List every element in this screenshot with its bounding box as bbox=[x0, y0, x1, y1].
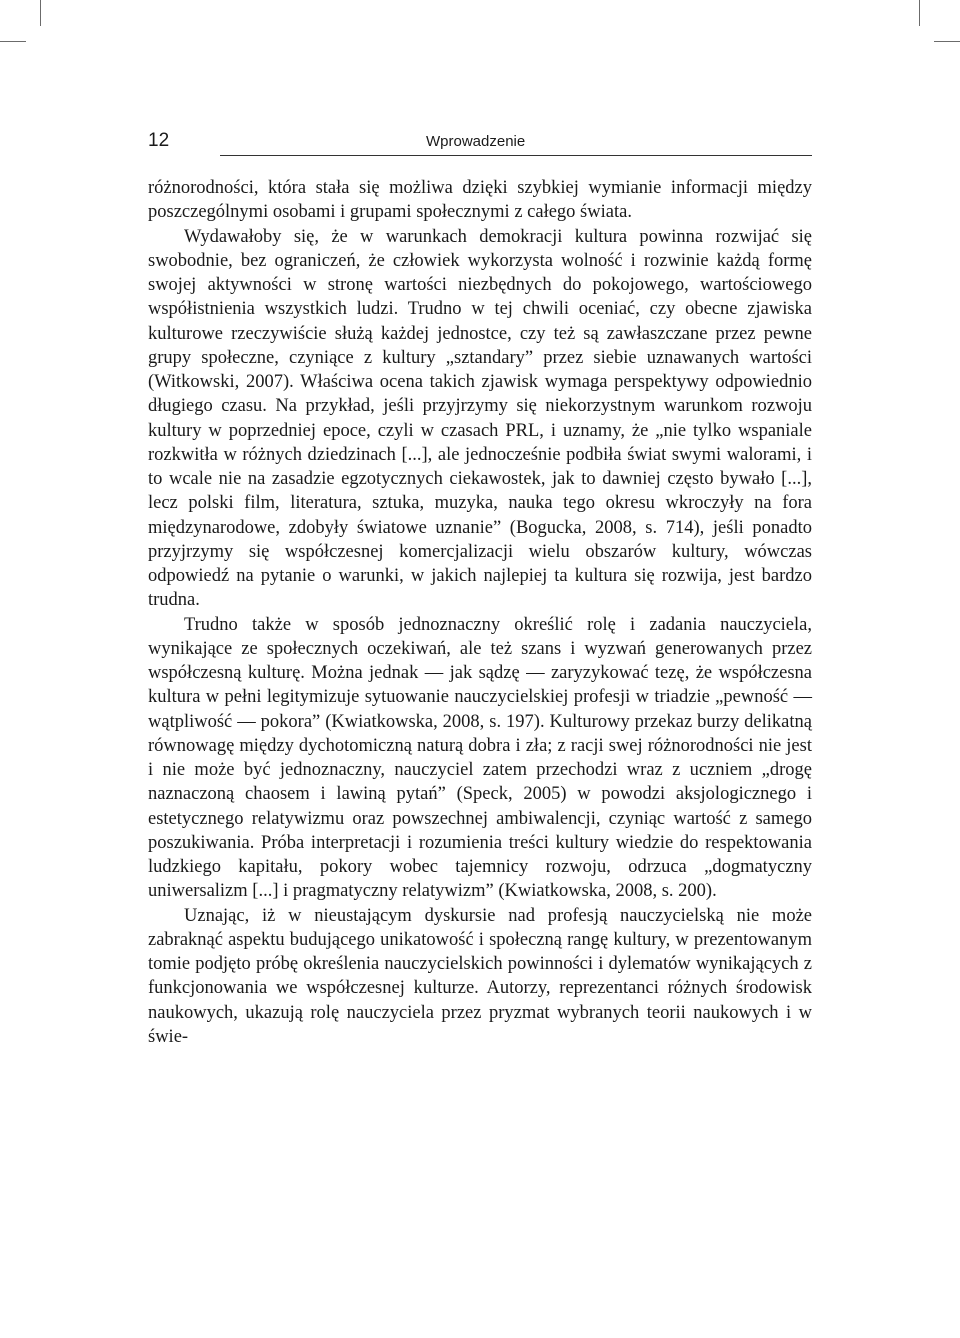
crop-mark-top-right-vertical bbox=[919, 0, 920, 26]
header-rule bbox=[220, 155, 812, 156]
paragraph: Uznając, iż w nieustającym dyskursie nad profesją nauczycielską nie może zabraknąć aspektu budującego unikatowość i społeczną rangę kultury, w prezentowanym tomie podjęto próbę określenia nauczycielskich powinności i dylematów wynikających z funkcjonowania we współczesnej kulturze. Autorzy, reprezentanci różnych środowisk naukowych, ukazują rolę nauczyciela przez pryzmat wybranych teorii naukowych i w świe- bbox=[148, 905, 812, 1047]
page-number: 12 bbox=[148, 130, 170, 151]
paragraph: Wydawałoby się, że w warunkach demokracji kultura powinna rozwijać się swobodnie, bez ograniczeń, że człowiek wykorzysta wolność i rozwinie każdą formę swojej aktywności w stronę wartości niezbędnych do pokojowego, wartościowego współistnienia wszystkich ludzi. Trudno w tej chwili oceniać, czy obecne zjawiska kulturowe rzeczywiście służą każdej jednostce, czy też są zawłaszczane przez pewne grupy społeczne, czyniące z kultury „sztandary” przez siebie uznawanych wartości (Witkowski, 2007). Właściwa ocena takich zjawisk wymaga perspektywy odpowiednio długiego czasu. Na przykład, jeśli przyjrzymy się niekorzystnym warunkom rozwoju kultury w poprzedniej epoce, czyli w czasach PRL, i uznamy, że „nie tylko wspaniale rozkwitła w różnych dziedzinach [...], ale jednocześnie podbiła świat swymi walorami, i to wcale nie na zasadzie egzotycznych ciekawostek, jak to dawniej często bywało [...], lecz polski film, literatura, sztuka, muzyka, nauka tego okresu wkroczyły na fora międzynarodowe, zdobyły światowe uznanie” (Bogucka, 2008, s. 714), jeśli ponadto przyjrzymy się współczesnej komercjalizacji wielu obszarów kultury, wówczas odpowiedź na pytanie o warunki, w jakich najlepiej ta kultura się rozwija, jest bardzo trudna. bbox=[148, 226, 812, 611]
body-text bbox=[148, 176, 812, 1049]
paragraph: Trudno także w sposób jednoznaczny określić rolę i zadania nauczyciela, wynikające ze społecznych oczekiwań, ale też szans i wyzwań generowanych przez współczesną kulturę. Można jednak — jak sądzę — zaryzykować tezę, że współczesna kultura w pełni legitymizuje sytuowanie nauczycielskiej profesji w triadzie „pewność — wątpliwość — pokora” (Kwiatkowska, 2008, s. 197). Kulturowy przekaz burzy delikatną równowagę między dychotomiczną naturą dobra i zła; z racji swej różnorodności nie jest i nie może być jednoznaczny, nauczyciel zatem przechodzi wraz z uczniem „drogę naznaczoną chaosem i lawiną pytań” (Speck, 2005) w powodzi aksjologicznego i estetycznego relatywizmu oraz powszechnej ambiwalencji, czyniąc wartość z samego poszukiwania. Próba interpretacji i rozumienia treści kultury wiedzie do respektowania ludzkiego kapitału, pokory wobec tajemnicy rozwoju, odrzuca „dogmatyczny uniwersalizm [...] i pragmatyczny relatywizm” (Kwiatkowska, 2008, s. 200). bbox=[148, 614, 812, 902]
crop-mark-top-right-horizontal bbox=[934, 41, 960, 42]
crop-mark-top-left-horizontal bbox=[0, 41, 26, 42]
paragraph-continued: różnorodności, która stała się możliwa dzięki szybkiej wymianie informacji między poszczególnymi osobami i grupami społecznymi z całego świata. bbox=[148, 178, 812, 223]
running-head: Wprowadzenie bbox=[426, 133, 526, 150]
crop-mark-top-left-vertical bbox=[40, 0, 41, 26]
